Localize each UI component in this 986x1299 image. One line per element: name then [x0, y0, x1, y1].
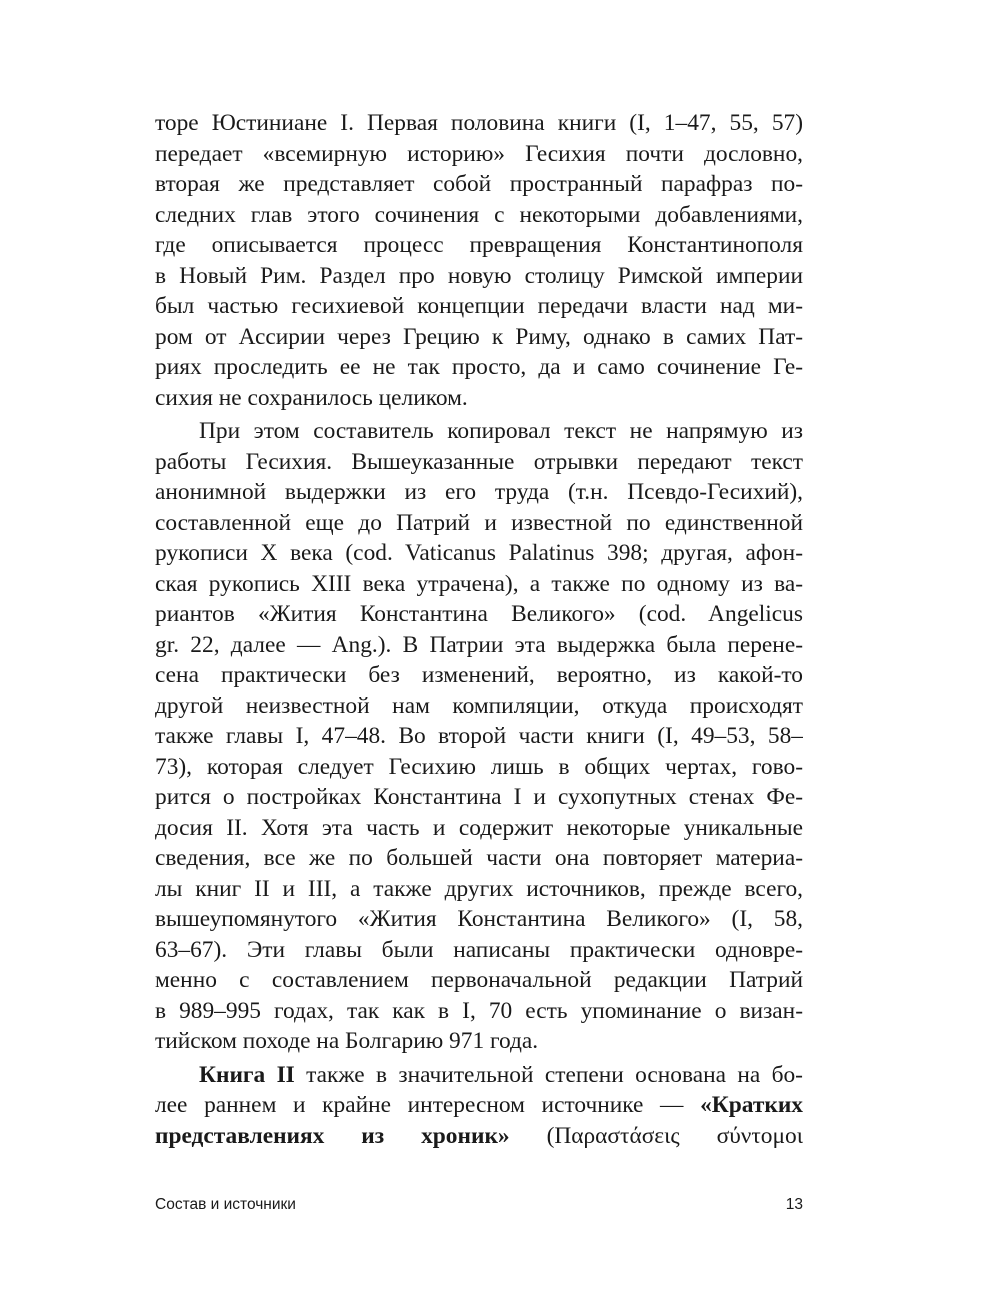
text-line: риях проследить ее не так просто, да и само сочинение Ге-	[155, 354, 803, 380]
text-line: составленной еще до Патрий и известной по единственной	[155, 509, 803, 536]
text-line: вышеупомянутого «Жития Константина Великого» (I, 58,	[155, 906, 803, 932]
text-line: был частью гесихиевой концепции передачи власти над ми-	[155, 293, 803, 319]
text-line: где описывается процесс превращения Константинополя	[155, 232, 803, 258]
text-line: также главы I, 47–48. Во второй части книги (I, 49–53, 58–	[155, 723, 803, 749]
text-line: другой неизвестной нам компиляции, откуда происходят	[155, 692, 803, 719]
text-line: в Новый Рим. Раздел про новую столицу Римской империи	[155, 262, 803, 289]
text-line: рукописи X века (cod. Vaticanus Palatinus 398; другая, афон-	[155, 540, 803, 566]
text-line: сихия не сохранилось целиком.	[155, 384, 468, 411]
text-line: менно с составлением первоначальной редакции Патрий	[155, 967, 803, 993]
text-line: сена практически без изменений, вероятно, из какой-то	[155, 662, 803, 688]
text-line: представлениях из хроник» (Παραστάσεις σύντομοι	[155, 1122, 803, 1149]
text-line: следних глав этого сочинения с некоторыми добавлениями,	[155, 201, 803, 228]
paragraph-3	[155, 1060, 803, 1152]
running-footer-title: Состав и источники	[155, 1196, 296, 1213]
text-line: вторая же представляет собой пространный парафраз по-	[155, 171, 803, 197]
text-line: торе Юстиниане I. Первая половина книги (I, 1–47, 55, 57)	[155, 110, 803, 136]
body-text	[155, 108, 803, 1151]
bold-term: представлениях из хроник»	[155, 1122, 510, 1149]
page-number: 13	[785, 1196, 803, 1213]
text-line: анонимной выдержки из его труда (т.н. Псевдо-Гесихий),	[155, 479, 803, 505]
text-line: ром от Ассирии через Грецию к Риму, однако в самих Пат-	[155, 323, 803, 350]
bold-term: «Кратких	[700, 1092, 803, 1118]
bold-term: Книга II	[199, 1061, 295, 1088]
paragraph-1	[155, 108, 803, 413]
text-line: Книга II также в значительной степени основана на бо-	[199, 1061, 803, 1088]
text-line: 73), которая следует Гесихию лишь в общих чертах, гово-	[155, 753, 803, 780]
text-line: в 989–995 годах, так как в I, 70 есть упоминание о визан-	[155, 997, 803, 1024]
text-line: передает «всемирную историю» Гесихия почти дословно,	[155, 140, 803, 167]
paragraph-2	[155, 416, 803, 1057]
text-line: ская рукопись XIII века утрачена), а также по одному из ва-	[155, 570, 803, 597]
text-line: сведения, все же по большей части она повторяет материа-	[155, 845, 803, 871]
text-line: рится о постройках Константина I и сухопутных стенах Фе-	[155, 784, 803, 810]
text-line: риантов «Жития Константина Великого» (cod. Angelicus	[155, 601, 803, 627]
text-line: лы книг II и III, а также других источников, прежде всего,	[155, 875, 803, 902]
text-line: gr. 22, далее — Ang.). В Патрии эта выдержка была перене-	[155, 631, 803, 658]
text-line: 63–67). Эти главы были написаны практически одновре-	[155, 936, 803, 963]
text-line: При этом составитель копировал текст не напрямую из	[199, 418, 803, 444]
text-line: досия II. Хотя эта часть и содержит некоторые уникальные	[155, 814, 803, 841]
text-line: тийском походе на Болгарию 971 года.	[155, 1028, 539, 1054]
text-line: лее раннем и крайне интересном источнике — «Кратких	[155, 1092, 803, 1118]
text-line: работы Гесихия. Вышеуказанные отрывки передают текст	[155, 448, 803, 475]
